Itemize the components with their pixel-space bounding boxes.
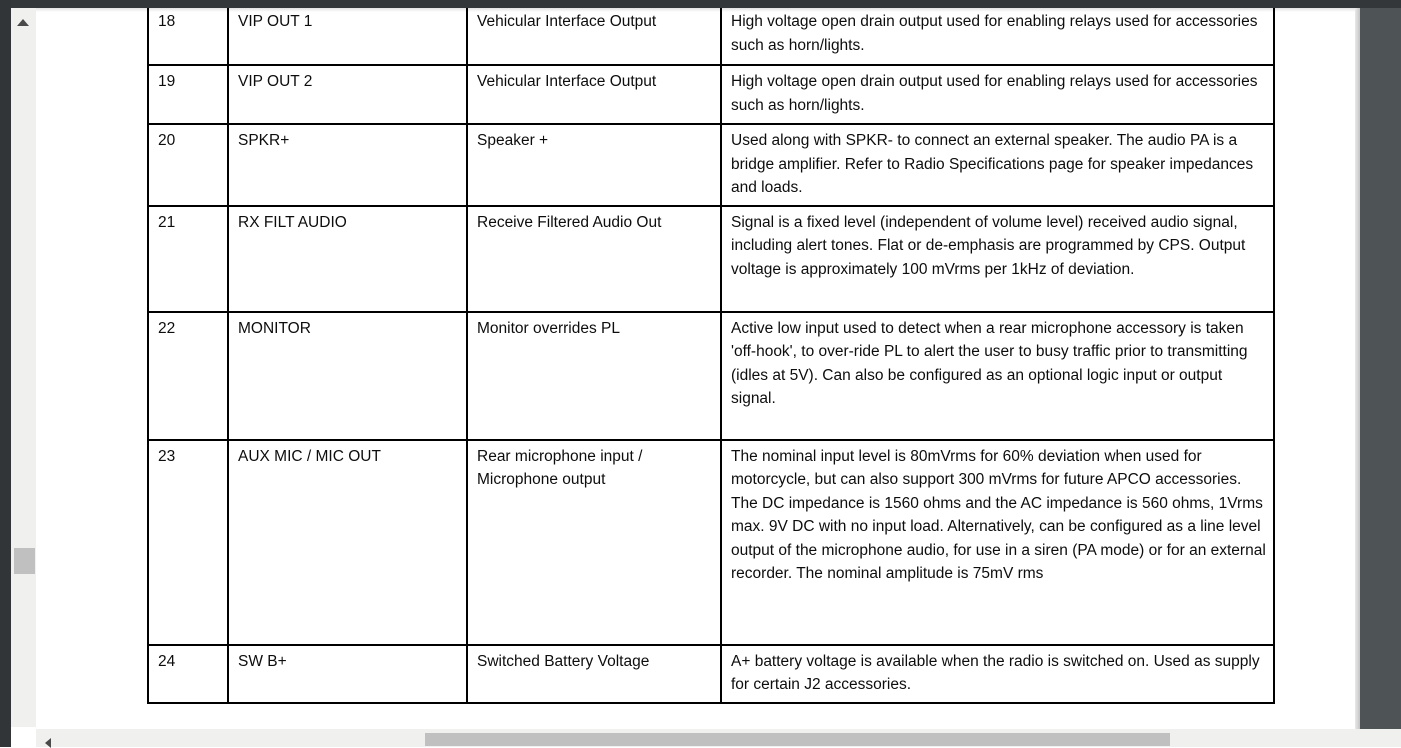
pinout-table-body <box>148 8 1274 703</box>
cell-signal-name: VIP OUT 2 <box>228 65 467 124</box>
top-chrome-strip <box>0 0 1401 8</box>
cell-function: Switched Battery Voltage <box>467 645 721 703</box>
table-row <box>148 312 1274 440</box>
cell-pin-number: 20 <box>148 124 228 206</box>
cell-pin-number: 22 <box>148 312 228 440</box>
cell-function: Receive Filtered Audio Out <box>467 206 721 312</box>
scroll-up-arrow-icon[interactable] <box>11 12 36 32</box>
cell-function: Vehicular Interface Output <box>467 8 721 65</box>
cell-signal-name: VIP OUT 1 <box>228 8 467 65</box>
table-row <box>148 645 1274 703</box>
cell-description: High voltage open drain output used for enabling relays used for accessories such as horn/lights. <box>721 8 1274 65</box>
cell-pin-number: 19 <box>148 65 228 124</box>
cell-signal-name: AUX MIC / MIC OUT <box>228 440 467 645</box>
cell-description: Signal is a fixed level (independent of volume level) received audio signal, including alert tones. Flat or de-emphasis are programmed by CPS. Output voltage is approximately 100 mVrms per 1kHz of deviation. <box>721 206 1274 312</box>
vertical-scroll-thumb[interactable] <box>14 548 35 574</box>
cell-description: Used along with SPKR- to connect an external speaker. The audio PA is a bridge amplifier. Refer to Radio Specifications page for speaker impedances and loads. <box>721 124 1274 206</box>
cell-signal-name: MONITOR <box>228 312 467 440</box>
cell-function: Monitor overrides PL <box>467 312 721 440</box>
cell-pin-number: 18 <box>148 8 228 65</box>
cell-pin-number: 24 <box>148 645 228 703</box>
cell-pin-number: 23 <box>148 440 228 645</box>
table-row <box>148 8 1274 65</box>
cell-description: The nominal input level is 80mVrms for 60% deviation when used for motorcycle, but can also support 300 mVrms for future APCO accessories. The DC impedance is 1560 ohms and the AC impedance is 560 ohms, 1Vrms max. 9V DC with no input load. Alternatively, can be configured as a line level output of the microphone audio, for use in a siren (PA mode) or for an external recorder. The nominal amplitude is 75mV rms <box>721 440 1274 645</box>
pinout-table <box>147 8 1275 704</box>
cell-description: High voltage open drain output used for enabling relays used for accessories such as horn/lights. <box>721 65 1274 124</box>
table-row <box>148 206 1274 312</box>
cell-function: Rear microphone input / Microphone output <box>467 440 721 645</box>
table-row <box>148 440 1274 645</box>
cell-function: Vehicular Interface Output <box>467 65 721 124</box>
cell-function: Speaker + <box>467 124 721 206</box>
horizontal-scroll-thumb[interactable] <box>425 733 1170 746</box>
cell-pin-number: 21 <box>148 206 228 312</box>
document-page <box>36 8 1360 727</box>
cell-description: A+ battery voltage is available when the radio is switched on. Used as supply for certain J2 accessories. <box>721 645 1274 703</box>
left-window-frame <box>0 0 11 747</box>
cell-description: Active low input used to detect when a rear microphone accessory is taken 'off-hook', to over-ride PL to alert the user to busy traffic prior to transmitting (idles at 5V). Can also be configured as an optional logic input or output signal. <box>721 312 1274 440</box>
triangle-up-glyph <box>17 19 29 26</box>
cell-signal-name: RX FILT AUDIO <box>228 206 467 312</box>
vertical-scrollbar-track[interactable] <box>11 8 36 727</box>
cell-signal-name: SW B+ <box>228 645 467 703</box>
table-row <box>148 65 1274 124</box>
scroll-left-arrow-icon[interactable] <box>40 731 58 747</box>
table-row <box>148 124 1274 206</box>
right-gutter <box>1360 8 1401 729</box>
cell-signal-name: SPKR+ <box>228 124 467 206</box>
